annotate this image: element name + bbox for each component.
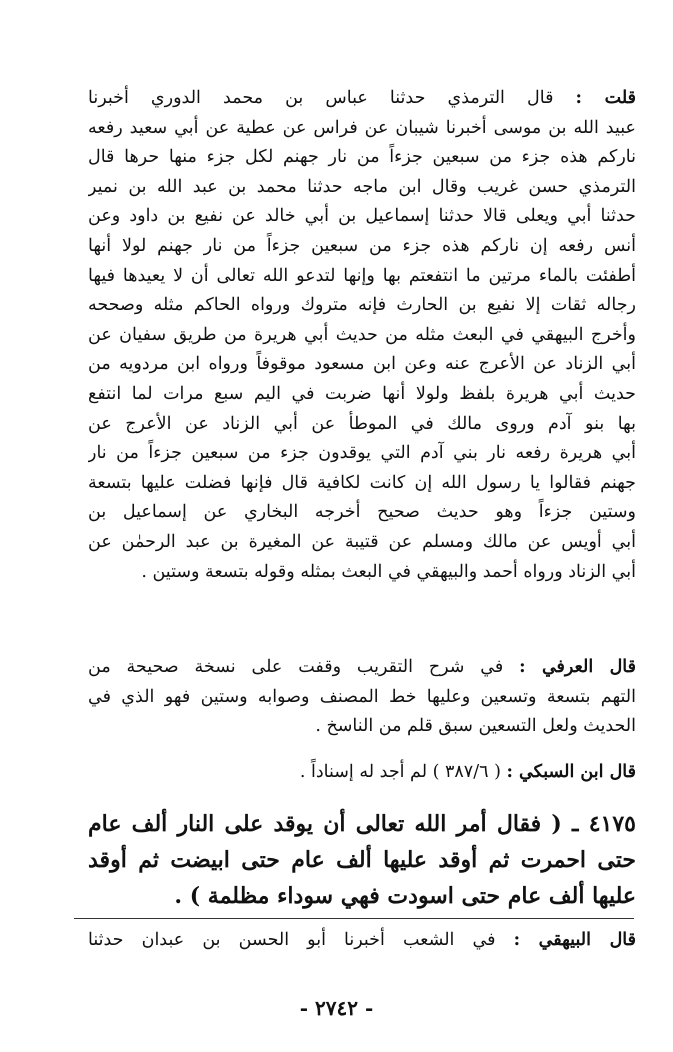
text-line: بها بنو آدم وروى مالك في الموطأ عن أبي الزناد عن الأعرج عن	[88, 413, 636, 434]
text-line: أبي الزناد ورواه أحمد والبيهقي في البعث بمثله وقوله بتسعة وستين .	[141, 561, 636, 582]
text-line: الحديث ولعل التسعين سبق قلم من الناسخ .	[315, 716, 636, 737]
text-line: حدثنا أبي ويعلى قالا حدثنا إسماعيل بن أبي خالد عن نفيع بن داود وعن	[88, 206, 636, 227]
text-line: أنس رفعه إن ناركم هذه جزء من سبعين جزءاً من نار جهنم لولا أنها	[88, 235, 636, 256]
text-line: أبي أويس عن مالك ومسلم عن قتيبة عن المغيرة بن عبد الرحمٰن عن	[88, 531, 636, 552]
text-line: أبي هريرة رفعه نار بني آدم التي يوقدون جزء من سبعين جزءاً من نار	[88, 443, 636, 464]
section-divider	[74, 918, 634, 919]
text-line: التهم بتسعة وتسعين وعليها خط المصنف وصوابه وستين فهو الذي في	[88, 686, 636, 707]
text-line: حديث أبي هريرة بلفظ ولولا أنها ضربت في اليم سبع مرات لما انتفع	[88, 383, 636, 404]
hadith-line: حتى احمرت ثم أوقد عليها ألف عام حتى ابيضت ثم أوقد	[88, 847, 636, 873]
commentary-qultu	[88, 84, 636, 587]
text-line: جهنم فقالوا يا رسول الله إن كانت لكافية قال فإنها فضلت عليها بتسعة	[88, 472, 636, 493]
hadith-line: عليها ألف عام حتى اسودت فهي سوداء مظلمة ) .	[174, 883, 636, 909]
text-line: وأخرج البيهقي في البعث مثله من حديث أبي هريرة من طريق سفيان عن	[88, 324, 636, 345]
speaker-label: قلت :	[575, 88, 636, 108]
text-line: قال ابن السبكي : ( ٣٨٧/٦ ) لم أجد له إسناداً .	[299, 762, 636, 782]
commentary-ibn-al-subki	[88, 758, 636, 788]
speaker-label: قال ابن السبكي :	[506, 762, 636, 782]
text-line: قلت : قال الترمذي حدثنا عباس بن محمد الدوري أخبرنا	[88, 88, 636, 108]
speaker-label: قال البيهقي :	[513, 930, 636, 950]
commentary-al-irfi	[88, 653, 636, 742]
text-line: ناركم هذه جزء من سبعين جزءاً من نار جهنم لكل جزء منها حرها قال	[88, 147, 636, 168]
text-line: الترمذي حسن غريب وقال ابن ماجه حدثنا محمد بن عبد الله بن نمير	[88, 176, 636, 197]
text-line: قال العرفي : في شرح التقريب وقفت على نسخة صحيحة من	[88, 657, 636, 677]
hadith-line: ٤١٧٥ ـ ( فقال أمر الله تعالى أن يوقد على النار ألف عام	[88, 811, 636, 837]
text-line: رجاله ثقات إلا نفيع بن الحارث فإنه متروك ورواه الحاكم مثله وصححه	[88, 295, 636, 316]
text-line: عبيد الله بن موسى أخبرنا شيبان عن فراس عن عطية عن أبي سعيد رفعه	[88, 117, 636, 138]
text-line: قال البيهقي : في الشعب أخبرنا أبو الحسن بن عبدان حدثنا	[88, 930, 636, 950]
speaker-label: قال العرفي :	[519, 657, 636, 677]
text-line: أبي الزناد عن الأعرج عنه وعن ابن مسعود موقوفاً ورواه ابن مردويه من	[88, 354, 636, 375]
text-line: وستين جزءاً وهو حديث صحيح أخرجه البخاري عن إسماعيل بن	[88, 502, 636, 523]
page-number: - ٢٧٤٢ -	[299, 996, 374, 1020]
page-body	[88, 84, 636, 950]
text-line: أطفئت بالماء مرتين ما انتفعتم بها وإنها لتدعو الله تعالى أن لا يعيدها فيها	[88, 265, 636, 286]
hadith-4175	[88, 806, 636, 914]
commentary-al-bayhaqi	[88, 926, 636, 956]
